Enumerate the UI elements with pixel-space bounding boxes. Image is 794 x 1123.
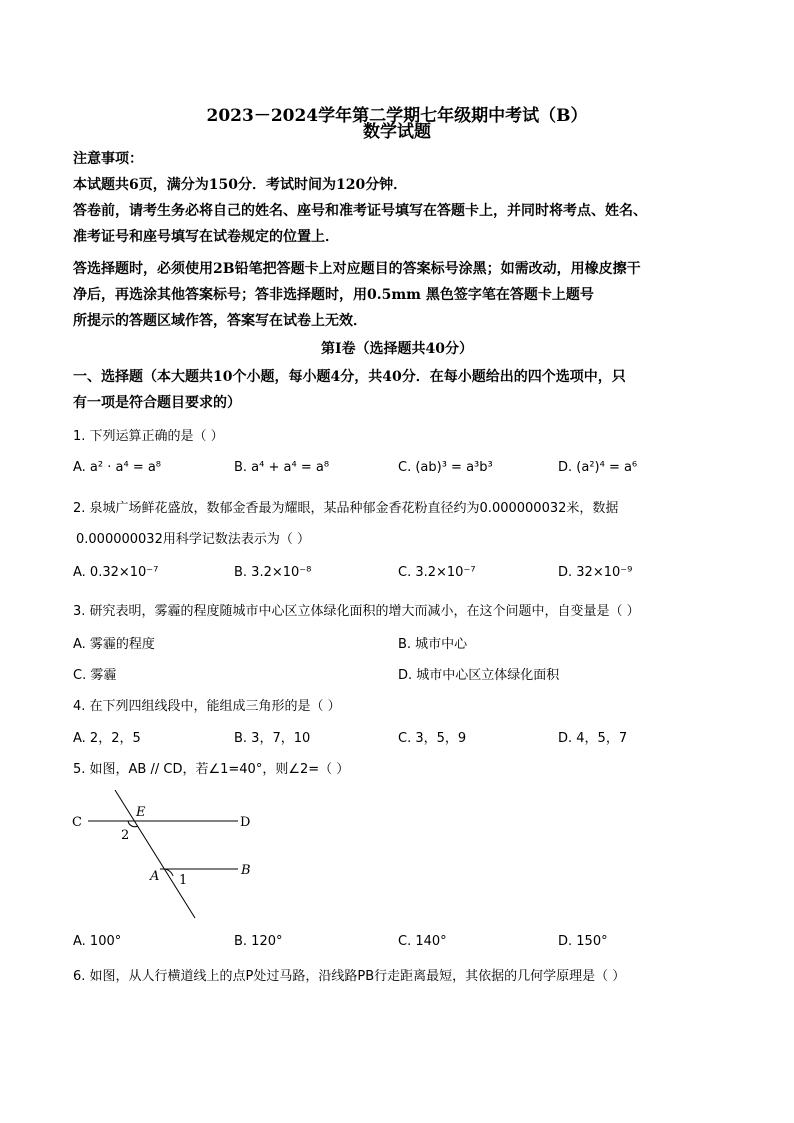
question-1-option-c: C. (ab)³ = a³b³ bbox=[398, 460, 493, 475]
question-1-option-a: A. a² · a⁴ = a⁸ bbox=[73, 460, 162, 475]
question-2-stem-2: 0.000000032用科学记数法表示为（ ） bbox=[76, 532, 310, 547]
section-heading-2: 有一项是符合题目要求的） bbox=[73, 395, 241, 411]
label-c: C bbox=[72, 815, 82, 830]
question-2-option-c: C. 3.2×10⁻⁷ bbox=[398, 565, 476, 580]
question-5-stem: 5. 如图，AB // CD，若∠1=40°，则∠2=（ ） bbox=[73, 762, 350, 777]
question-4-stem: 4. 在下列四组线段中，能组成三角形的是（ ） bbox=[73, 699, 341, 714]
exam-subtitle: 数学试题 bbox=[363, 122, 431, 142]
notes-line-1: 本试题共6页，满分为150分．考试时间为120分钟． bbox=[73, 177, 408, 193]
question-3-option-c: C. 雾霾 bbox=[73, 668, 117, 683]
notes-line-3: 准考证号和座号填写在试卷规定的位置上． bbox=[73, 229, 339, 245]
question-5-option-a: A. 100° bbox=[73, 934, 122, 949]
question-3-option-b: B. 城市中心 bbox=[398, 637, 468, 652]
question-3-stem: 3. 研究表明，雾霾的程度随城市中心区立体绿化面积的增大而减小，在这个问题中，自变量是（ ） bbox=[73, 604, 640, 619]
question-4-option-d: D. 4，5，7 bbox=[558, 731, 628, 746]
part-title: 第Ⅰ卷（选择题共40分） bbox=[320, 341, 474, 357]
question-6-stem: 6. 如图，从人行横道线上的点P处过马路，沿线路PB行走距离最短，其依据的几何学原理是（ ） bbox=[73, 969, 626, 984]
notes-heading: 注意事项： bbox=[73, 151, 143, 167]
parallel-lines-figure bbox=[70, 790, 270, 930]
question-5-option-b: B. 120° bbox=[234, 934, 283, 949]
question-2-option-d: D. 32×10⁻⁹ bbox=[558, 565, 633, 580]
section-heading-1: 一、选择题（本大题共10个小题，每小题4分，共40分．在每小题给出的四个选项中，只 bbox=[73, 369, 626, 385]
notes-line-4: 答选择题时，必须使用2B铅笔把答题卡上对应题目的答案标号涂黑；如需改动，用橡皮擦干 bbox=[73, 261, 641, 277]
label-angle-2: 2 bbox=[121, 828, 130, 843]
exam-title: 2023－2024学年第二学期七年级期中考试（B） bbox=[206, 106, 588, 126]
question-3-option-d: D. 城市中心区立体绿化面积 bbox=[398, 668, 560, 683]
transversal-line bbox=[115, 790, 195, 918]
notes-line-5: 净后，再选涂其他答案标号；答非选择题时，用0.5mm 黑色签字笔在答题卡上题号 bbox=[73, 287, 594, 303]
label-b: B bbox=[241, 863, 251, 878]
question-2-option-a: A. 0.32×10⁻⁷ bbox=[73, 565, 159, 580]
label-e: E bbox=[136, 805, 146, 820]
question-4-option-a: A. 2，2，5 bbox=[73, 731, 141, 746]
label-a: A bbox=[150, 869, 160, 884]
label-angle-1: 1 bbox=[179, 873, 188, 888]
question-5-option-d: D. 150° bbox=[558, 934, 608, 949]
question-2-stem-1: 2. 泉城广场鲜花盛放，数郁金香最为耀眼，某品种郁金香花粉直径约为0.000000032米，数据 bbox=[73, 501, 619, 516]
question-4-option-c: C. 3，5，9 bbox=[398, 731, 467, 746]
notes-line-2: 答卷前，请考生务必将自己的姓名、座号和准考证号填写在答题卡上，并同时将考点、姓名、 bbox=[73, 203, 647, 219]
question-1-stem: 1. 下列运算正确的是（ ） bbox=[73, 429, 224, 444]
label-d: D bbox=[240, 815, 251, 830]
question-4-option-b: B. 3，7，10 bbox=[234, 731, 311, 746]
question-2-option-b: B. 3.2×10⁻⁸ bbox=[234, 565, 312, 580]
question-5-option-c: C. 140° bbox=[398, 934, 447, 949]
question-1-option-d: D. (a²)⁴ = a⁶ bbox=[558, 460, 638, 475]
question-3-option-a: A. 雾霾的程度 bbox=[73, 637, 155, 652]
notes-line-6: 所提示的答题区域作答，答案写在试卷上无效． bbox=[73, 313, 367, 329]
question-1-option-b: B. a⁴ + a⁴ = a⁸ bbox=[234, 460, 330, 475]
